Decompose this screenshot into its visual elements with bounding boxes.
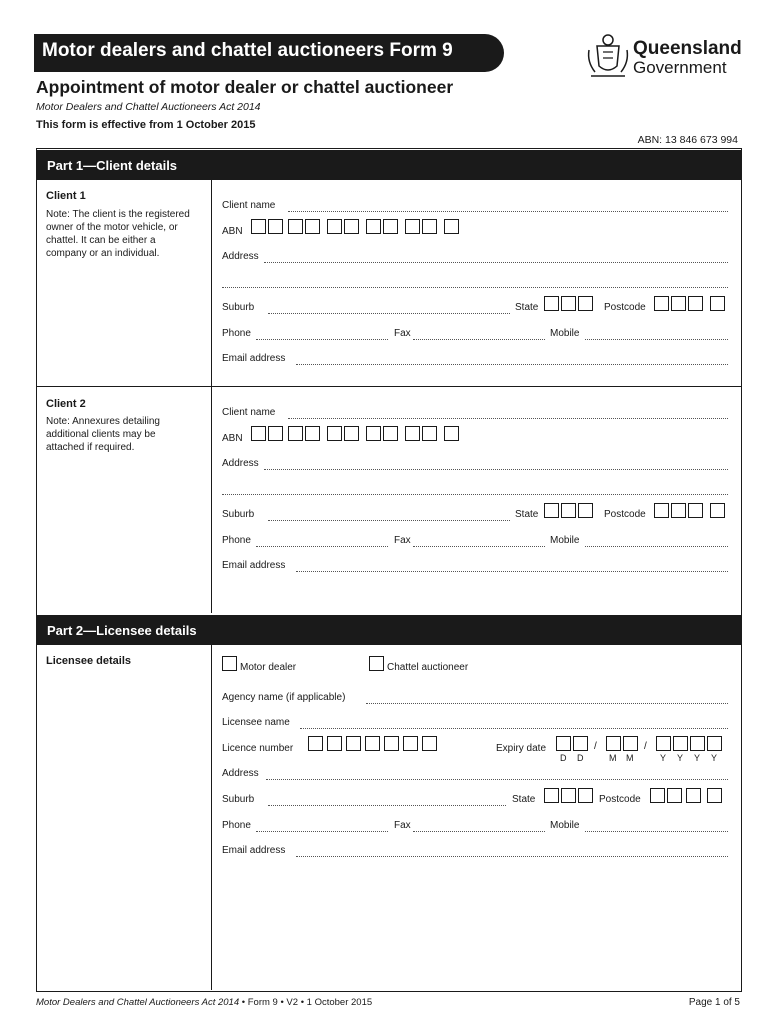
date-hint-d1: D	[560, 753, 567, 763]
licensee-phone-field[interactable]	[256, 830, 388, 832]
qld-government-logo	[585, 32, 745, 82]
agency-name-field[interactable]	[366, 702, 728, 704]
client2-name-label: Client name	[222, 407, 276, 418]
client2-suburb-field[interactable]	[268, 519, 510, 521]
department-abn: ABN: 13 846 673 994	[637, 134, 738, 146]
date-hint-m2: M	[626, 753, 634, 763]
licensee-mobile-field[interactable]	[585, 830, 728, 832]
chattel-auctioneer-checkbox[interactable]	[369, 656, 384, 671]
form-subtitle: Appointment of motor dealer or chattel auctioneer	[36, 77, 454, 97]
coat-of-arms-icon	[585, 32, 631, 80]
footer-citation	[36, 997, 372, 1008]
motor-dealer-label: Motor dealer	[240, 662, 297, 673]
date-hint-y3: Y	[694, 753, 701, 763]
client1-abn-label: ABN	[222, 226, 243, 237]
form-title: Motor dealers and chattel auctioneers Form 9	[42, 40, 453, 61]
client2-fax-label: Fax	[394, 535, 411, 546]
client2-abn-label: ABN	[222, 433, 243, 444]
part1-divider	[211, 180, 212, 613]
client1-fax-label: Fax	[394, 328, 411, 339]
part2-divider	[211, 645, 212, 990]
client2-fax-field[interactable]	[413, 545, 545, 547]
date-slash-2: /	[644, 741, 647, 752]
licensee-fax-field[interactable]	[413, 830, 545, 832]
client2-mobile-field[interactable]	[585, 545, 728, 547]
licensee-address-field[interactable]	[266, 778, 728, 780]
part2-title: Part 2—Licensee details	[47, 623, 197, 638]
client1-phone-field[interactable]	[256, 338, 388, 340]
licensee-postcode-label: Postcode	[599, 794, 641, 805]
client2-postcode-label: Postcode	[604, 509, 646, 520]
client1-address-field[interactable]	[264, 261, 728, 263]
footer-act: Motor Dealers and Chattel Auctioneers Act 2014	[36, 997, 240, 1008]
licensee-suburb-field[interactable]	[268, 804, 506, 806]
part1-header	[36, 150, 742, 180]
client1-mobile-label: Mobile	[550, 328, 580, 339]
licensee-mobile-label: Mobile	[550, 820, 580, 831]
client2-mobile-label: Mobile	[550, 535, 580, 546]
logo-text-government: Government	[633, 58, 727, 77]
client1-address-field-2[interactable]	[222, 286, 728, 288]
date-hint-d2: D	[577, 753, 584, 763]
client1-suburb-field[interactable]	[268, 312, 510, 314]
page-number: Page 1 of 5	[688, 997, 740, 1008]
client2-suburb-label: Suburb	[222, 509, 255, 520]
client2-email-label: Email address	[222, 560, 286, 571]
licensee-fax-label: Fax	[394, 820, 411, 831]
licensee-address-label: Address	[222, 768, 259, 779]
footer-version: • Form 9 • V2 • 1 October 2015	[239, 997, 373, 1008]
client2-address-field-2[interactable]	[222, 493, 728, 495]
client1-state-label: State	[515, 302, 539, 313]
client2-address-label: Address	[222, 458, 259, 469]
client1-title: Client 1	[46, 190, 86, 202]
client1-email-field[interactable]	[296, 363, 728, 365]
client1-name-label: Client name	[222, 200, 276, 211]
client1-note: Note: The client is the registered owner of the motor vehicle, or chattel. It can be either a company or an individual.	[46, 209, 190, 259]
client2-email-field[interactable]	[296, 570, 728, 572]
client2-note: Note: Annexures detailing additional clients may be attached if required.	[46, 416, 160, 453]
licensee-name-field[interactable]	[300, 727, 728, 729]
client2-phone-field[interactable]	[256, 545, 388, 547]
date-hint-y2: Y	[677, 753, 684, 763]
date-hint-m1: M	[609, 753, 617, 763]
logo-text-queensland: Queensland	[633, 38, 742, 59]
date-slash-1: /	[594, 741, 597, 752]
effective-date: This form is effective from 1 October 2015	[36, 119, 256, 131]
chattel-auctioneer-label: Chattel auctioneer	[387, 662, 469, 673]
licence-number-label: Licence number	[222, 743, 294, 754]
part2-header	[36, 615, 742, 645]
act-name: Motor Dealers and Chattel Auctioneers Act 2014	[36, 101, 261, 113]
client2-address-field[interactable]	[264, 468, 728, 470]
licensee-section-title: Licensee details	[46, 655, 131, 667]
form-title-bar	[34, 34, 504, 72]
part1-title: Part 1—Client details	[47, 158, 178, 173]
client1-fax-field[interactable]	[413, 338, 545, 340]
agency-name-label: Agency name (if applicable)	[222, 692, 346, 703]
licensee-phone-label: Phone	[222, 820, 251, 831]
date-hint-y1: Y	[660, 753, 667, 763]
client1-suburb-label: Suburb	[222, 302, 255, 313]
licensee-name-label: Licensee name	[222, 717, 290, 728]
licensee-suburb-label: Suburb	[222, 794, 255, 805]
client-separator	[36, 386, 741, 387]
client1-phone-label: Phone	[222, 328, 251, 339]
licensee-email-label: Email address	[222, 845, 286, 856]
client1-address-label: Address	[222, 251, 259, 262]
client2-title: Client 2	[46, 398, 86, 410]
client1-name-field[interactable]	[288, 210, 728, 212]
client1-postcode-label: Postcode	[604, 302, 646, 313]
licensee-state-label: State	[512, 794, 536, 805]
licensee-email-field[interactable]	[296, 855, 728, 857]
expiry-date-label: Expiry date	[496, 743, 547, 754]
client1-mobile-field[interactable]	[585, 338, 728, 340]
client2-phone-label: Phone	[222, 535, 251, 546]
date-hint-y4: Y	[711, 753, 718, 763]
motor-dealer-checkbox[interactable]	[222, 656, 237, 671]
client2-name-field[interactable]	[288, 417, 728, 419]
client1-email-label: Email address	[222, 353, 286, 364]
client2-state-label: State	[515, 509, 539, 520]
